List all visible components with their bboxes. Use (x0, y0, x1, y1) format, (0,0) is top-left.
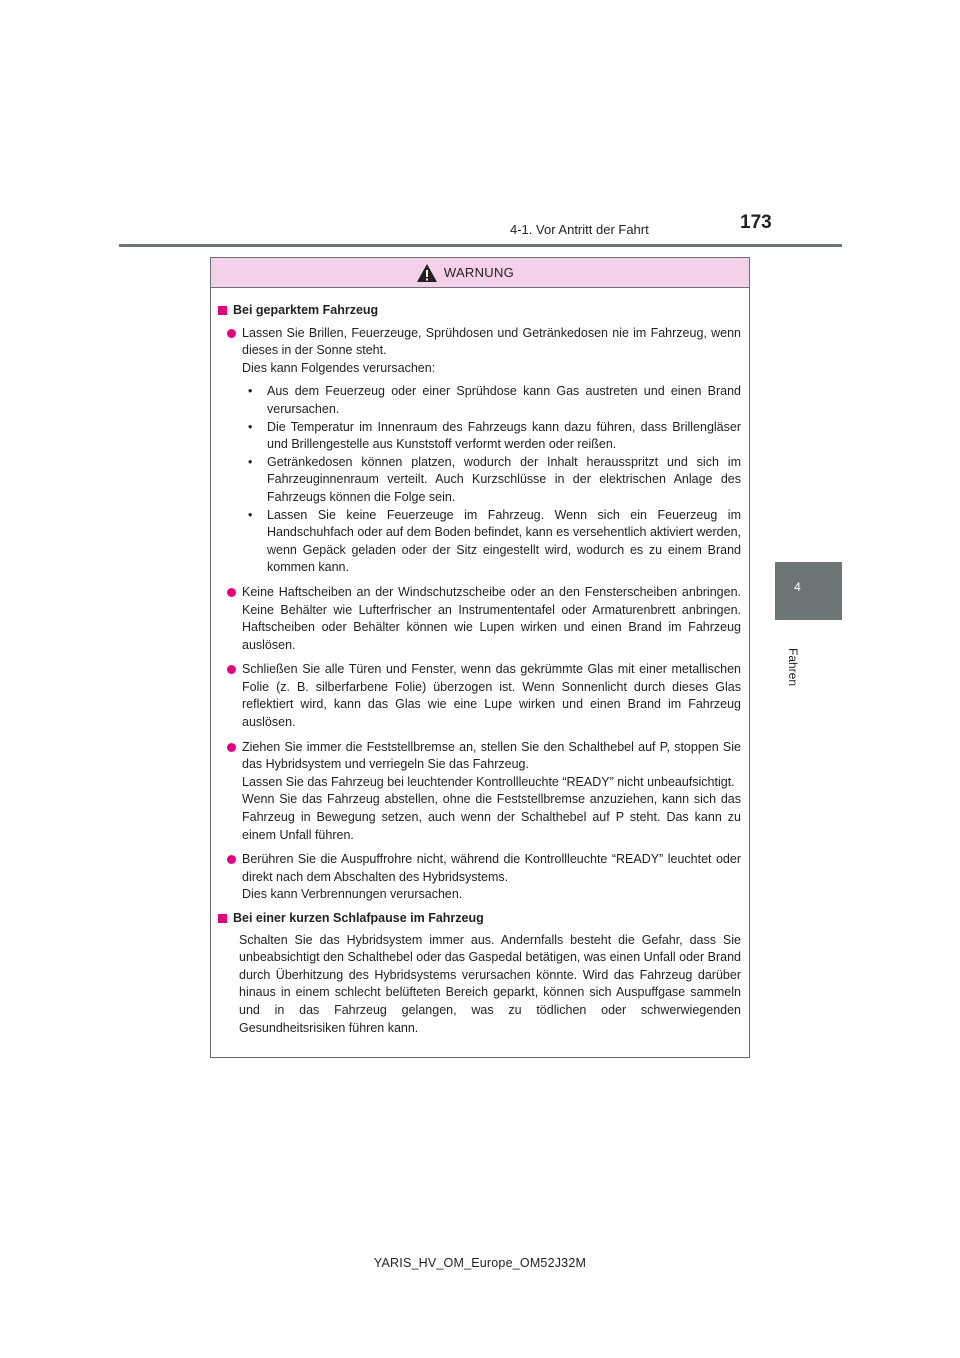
chapter-number: 4 (794, 580, 801, 594)
chapter-tab (775, 562, 842, 620)
sub-bullet-item: • Lassen Sie keine Feuerzeuge im Fahrzeug. Wenn sich ein Feuerzeug im Handschuhfach oder auf dem Boden befindet, kann es versehentlich aktiviert werden, wenn Gepäck geladen oder der Sitz eingestellt wird, wodurch es zu einem Brand kommen kann. (248, 507, 741, 577)
sub-bullet-item: • Getränkedosen können platzen, wodurch der Inhalt herausspritzt und sich im Fahrzeuginnenraum verteilt. Auch Kurzschlüsse in der elektrischen Anlage des Fahrzeugs können die Folge sein. (248, 454, 741, 507)
dot-bullet-icon (227, 588, 236, 597)
list-item (227, 584, 741, 654)
dot-bullet-icon (227, 855, 236, 864)
section-heading (217, 910, 741, 928)
sub-bullet-text: Aus dem Feuerzeug oder einer Sprühdose kann Gas austreten und einen Brand verursachen. (267, 384, 741, 416)
sub-bullet-list (242, 383, 741, 577)
list-item (227, 661, 741, 731)
paragraph: Berühren Sie die Auspuffrohre nicht, während die Kontrollleuchte “READY” leuchtet oder direkt nach dem Abschalten des Hybridsystems. (242, 852, 741, 884)
paragraph: Schalten Sie das Hybridsystem immer aus. Andernfalls besteht die Gefahr, dass Sie unbeabsichtigt den Schalthebel oder das Gaspedal betätigen, was einen Unfall oder Brand durch Überhitzung des Hybridsystems verursachen könnte. Wird das Fahrzeug darüber hinaus in einem schlecht belüfteten Bereich geparkt, können sich Auspuffgase sammeln und in das Fahrzeug gelangen, was zu tödlichen oder schwerwiegenden Gesundheitsrisiken führen kann. (239, 932, 741, 1035)
warning-body (211, 288, 749, 1037)
paragraph: Wenn Sie das Fahrzeug abstellen, ohne die Feststellbremse anzuziehen, kann sich das Fahrzeug in Bewegung setzen, auch wenn der Schalthebel auf P steht. Das kann zu einem Unfall führen. (242, 792, 741, 842)
section-heading (217, 302, 741, 320)
paragraph: Dies kann Folgendes verursachen: (242, 360, 436, 375)
paragraph: Lassen Sie Brillen, Feuerzeuge, Sprühdosen und Getränkedosen nie im Fahrzeug, wenn dieses in der Sonne steht. (242, 325, 741, 358)
dot-bullet-icon (227, 743, 236, 752)
sub-bullet-item: • Die Temperatur im Innenraum des Fahrzeugs kann dazu führen, dass Brillengläser und Brillengestelle aus Kunststoff verformt werden oder reißen. (248, 419, 741, 454)
square-bullet-icon (218, 306, 227, 315)
dot-bullet-icon (227, 329, 236, 338)
list-item (227, 325, 741, 577)
sub-bullet-text: Die Temperatur im Innenraum des Fahrzeugs kann dazu führen, dass Brillengläser und Brillengestelle aus Kunststoff verformt werden oder reißen. (267, 419, 741, 452)
sub-bullet-text: Getränkedosen können platzen, wodurch der Inhalt herausspritzt und sich im Fahrzeuginnenraum verteilt. Auch Kurzschlüsse in der elektrischen Anlage des Fahrzeugs können die Folge sein. (267, 454, 741, 504)
paragraph: Ziehen Sie immer die Feststellbremse an, stellen Sie den Schalthebel auf P, stoppen Sie das Hybridsystem und verriegeln Sie das Fahrzeug. (242, 739, 741, 772)
sub-bullet-item: • Aus dem Feuerzeug oder einer Sprühdose kann Gas austreten und einen Brand verursachen. (248, 383, 741, 418)
section-heading-text: Bei einer kurzen Schlafpause im Fahrzeug (233, 911, 484, 925)
square-bullet-icon (218, 914, 227, 923)
paragraph: Keine Haftscheiben an der Windschutzscheibe oder an den Fensterscheiben anbringen. Keine Behälter wie Lufterfrischer an Instrumententafel oder Armaturenbrett anbringen. Haftscheiben oder Behälter können wie Lupen wirken und einen Brand im Fahrzeug auslösen. (242, 584, 741, 652)
warning-triangle-icon (416, 263, 438, 283)
warning-box (210, 257, 750, 1058)
dot-bullet-icon (227, 665, 236, 674)
paragraph: Dies kann Verbrennungen verursachen. (242, 887, 463, 902)
sub-bullet-text: Lassen Sie keine Feuerzeuge im Fahrzeug. Wenn sich ein Feuerzeug im Handschuhfach oder auf dem Boden befindet, kann es versehentlich aktiviert werden, wenn Gepäck geladen oder der Sitz eingestellt wird, wodurch es zu einem Brand kommen kann. (267, 507, 741, 575)
chapter-label: Fahren (786, 648, 800, 687)
warning-header (211, 258, 749, 288)
warning-title: WARNUNG (443, 265, 515, 280)
paragraph: Lassen Sie das Fahrzeug bei leuchtender Kontrollleuchte “READY” nicht unbeaufsichtigt. (242, 774, 735, 789)
list-item (227, 739, 741, 845)
page-number: 173 (740, 212, 772, 233)
header-divider (119, 244, 842, 247)
section-heading-text: Bei geparktem Fahrzeug (233, 303, 379, 317)
document-code: YARIS_HV_OM_Europe_OM52J32M (373, 1256, 587, 1270)
list-item (227, 851, 741, 904)
section-title: 4-1. Vor Antritt der Fahrt (510, 222, 649, 237)
paragraph: Schließen Sie alle Türen und Fenster, wenn das gekrümmte Glas mit einer metallischen Folie (z. B. silberfarbene Folie) überzogen ist. Wenn Sonnenlicht durch dieses Glas reflektiert wird, kann das Glas wie eine Lupe wirken und einen Brand im Fahrzeug auslösen. (242, 662, 741, 730)
